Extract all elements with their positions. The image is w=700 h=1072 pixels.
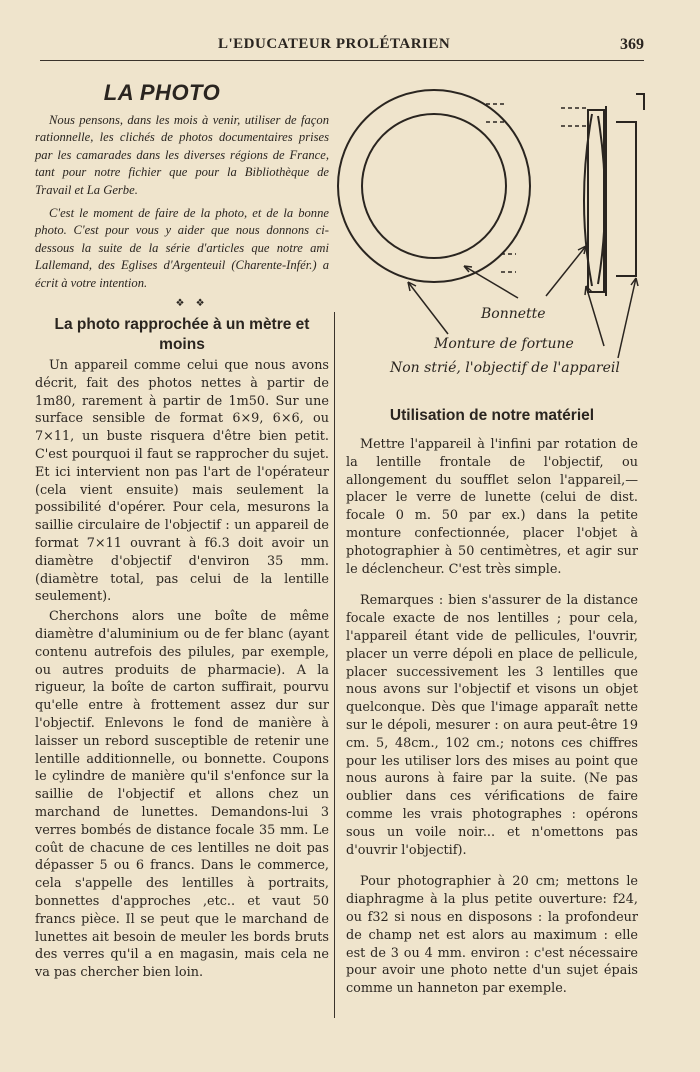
- body-paragraph: Cherchons alors une boîte de même diamètre d'aluminium ou de fer blanc (ayant contenu autrefois des pilules, par exemple, ou autres produits de pharmacie). A la rigueur, la boîte de carton suffirait, pourvu qu'elle entre à frottement assez dur sur l'objectif. Enlevons le fond de manière à laisser un rebord susceptible de retenir une lentille additionnelle, ou bonnette. Coupons le cylindre de manière qu'il s'enfonce sur la saillie de l'objectif et allons chez un marchand de lunettes. Demandons-lui 3 verres bombés de distance focale 35 mm. Le coût de chacune de ces lentilles ne doit pas dépasser 5 ou 6 francs. Dans le commerce, cela s'appelle des lentilles à portraits, bonnettes d'approches ,etc.. et vaut 50 francs pièce. Il se peut que le marchand de lunettes ait besoin de meuler les bords bruts des verres qu'il a en magasin, mais cela ne va pas chercher bien loin.: [35, 609, 329, 981]
- lens-diagram: [336, 86, 656, 386]
- inner-ring: [362, 114, 506, 258]
- outer-ring: [338, 90, 530, 282]
- article-intro: [35, 112, 329, 292]
- article-title: LA PHOTO: [103, 80, 221, 105]
- intro-paragraph: Nous pensons, dans les mois à venir, utiliser de façon rationnelle, les clichés de photos documentaires prises par les camarades dans les diverses régions de France, tant pour notre fichier que pour la Bibliothèque de Travail et La Gerbe.: [35, 113, 329, 197]
- body-paragraph: Pour photographier à 20 cm; mettons le diaphragme à la plus petite ouverture: f24, ou f32 si nous en disposons : la profondeur de champ net est alors au maximum : elle est de 3 ou 4 mm. environ : c'est nécessaire pour avoir une photo nette d'un sujet épais comme un hanneton par exemple.: [346, 874, 638, 997]
- left-column: [35, 80, 329, 982]
- body-paragraph: Remarques : bien s'assurer de la distance focale exacte de nos lentilles ; pour cela, l'appareil étant vide de pellicules, l'ouvrir, placer un verre dépoli en place de pellicule, placer successivement les 3 lentilles que nous avons sur l'objectif et visons un objet quelconque. Dès que l'image apparaît nette sur le dépoli, mesurer : on aura peut-être 19 cm. 5, 48cm., 102 cm.; notons ces chiffres pour les utiliser lors des mises au point que nous aurons à faire par la suite. (Ne pas oublier dans ces vérifications de faire comme les vrais photographes : opérons sous un voile noir... et n'omettons pas d'ouvrir l'objectif).: [346, 593, 638, 858]
- running-head: L'EDUCATEUR PROLÉTARIEN: [218, 36, 451, 52]
- ornament: ❖ ❖: [175, 298, 209, 310]
- arrow-bonnette: [464, 266, 518, 298]
- label-bonnette: Bonnette: [481, 306, 546, 322]
- body-paragraph: Un appareil comme celui que nous avons décrit, fait des photos nettes à partir de 1m80, rarement à partir de 1m50. Sur une surface sensible de format 6×9, 6×6, ou 7×11, un buste risquera d'être bien petit. C'est pourquoi il faut se rapprocher du sujet. Et ici intervient non pas l'art de l'opérateur (cela vient ensuite) mais seulement la possibilité d'opérer. Pour cela, mesurons la saillie circulaire de l'objectif : un appareil de format 7×11 ouvrant à f6.3 doit avoir un diamètre d'objectif d'environ 35 mm. (diamètre total, pas celui de la lentille seulement).: [35, 358, 329, 605]
- right-column: [346, 400, 638, 998]
- label-monture: Monture de fortune: [434, 336, 574, 352]
- section-body: [35, 357, 329, 982]
- section-title-photo-rapprochee: La photo rapprochée à un mètre et moins: [54, 316, 310, 354]
- page-number: 369: [620, 36, 644, 53]
- column-rule: [334, 312, 335, 1018]
- lens-diagram-figure: [336, 86, 656, 386]
- header-rule: [40, 60, 644, 61]
- section-body: [346, 436, 638, 998]
- section-title-utilisation: Utilisation de notre matériel: [389, 407, 595, 424]
- body-paragraph: Mettre l'appareil à l'infini par rotation de la lentille frontale de l'objectif, ou allongement du soufflet selon l'appareil,— placer le verre de lunette (celui de dist. focale 0 m. 50 par ex.) dans la petite monture confectionnée, placer l'objet à photographier à 50 centimètres, et agir sur le déclencheur. C'est très simple.: [346, 437, 638, 577]
- label-non-strie: Non strié, l'objectif de l'appareil: [390, 360, 620, 376]
- page-header: [40, 36, 652, 58]
- intro-paragraph: C'est le moment de faire de la photo, et de la bonne photo. C'est pour vous y aider que nous donnons ci-dessous la suite de la série d'articles que notre ami Lallemand, des Eglises d'Argenteuil (Charente-Infér.) a écrit à votre intention.: [35, 206, 329, 290]
- arrow-monture: [408, 282, 448, 334]
